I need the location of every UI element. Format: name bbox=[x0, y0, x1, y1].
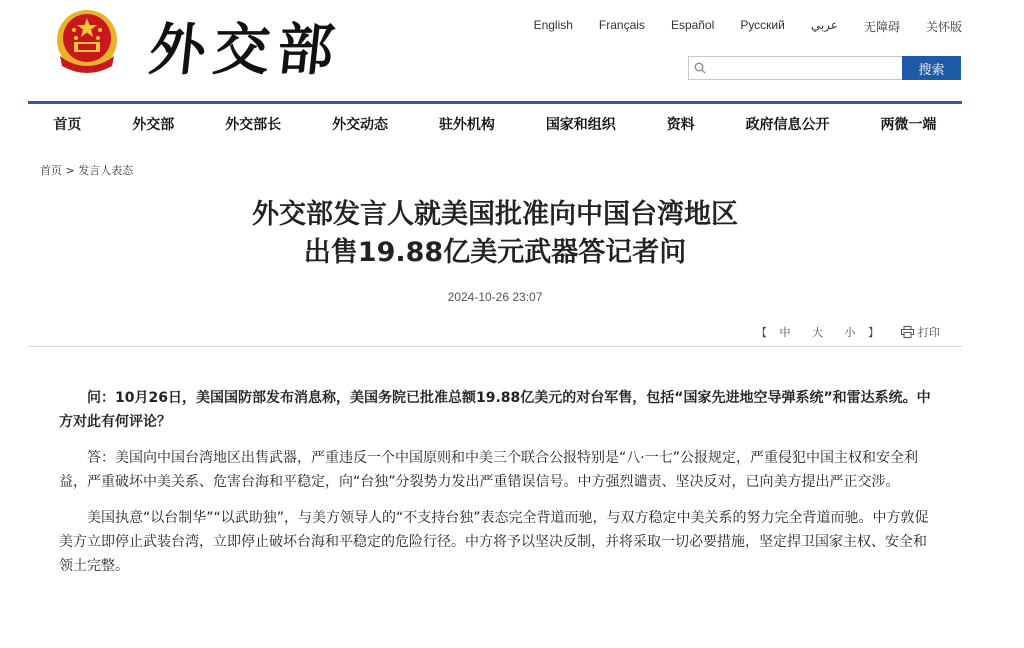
article-title bbox=[28, 196, 962, 272]
content-divider bbox=[28, 346, 962, 347]
accessibility-link[interactable]: 无障碍 bbox=[863, 20, 900, 34]
lang-link-russian[interactable]: Русский bbox=[740, 18, 785, 32]
lang-link-french[interactable]: Français bbox=[598, 18, 645, 32]
site-logo[interactable] bbox=[146, 6, 346, 94]
lang-link-english[interactable]: English bbox=[533, 18, 573, 32]
main-nav bbox=[28, 104, 962, 144]
font-size-control bbox=[756, 324, 879, 340]
article-title-line2: 出售19.88亿美元武器答记者问 bbox=[303, 237, 687, 268]
article-paragraph: 答：美国向中国台湾地区出售武器，严重违反一个中国原则和中美三个联合公报特别是“八·一七”公报规定，严重侵犯中国主权和安全利益，严重破坏中美关系、危害台海和平稳定，向“台独”分裂势力发出严重错误信号。中方强烈谴责、坚决反对，已向美方提出严正交涉。 bbox=[59, 450, 918, 490]
search-button[interactable]: 搜索 bbox=[902, 56, 961, 80]
nav-item-gov-info[interactable]: 政府信息公开 bbox=[745, 117, 830, 133]
print-label: 打印 bbox=[918, 326, 940, 339]
nav-item-social[interactable]: 两微一端 bbox=[880, 117, 937, 133]
print-button[interactable] bbox=[901, 324, 940, 340]
nav-item-missions[interactable]: 驻外机构 bbox=[438, 117, 495, 133]
breadcrumb-current[interactable]: 发言人表态 bbox=[78, 164, 134, 177]
national-emblem-icon bbox=[52, 6, 122, 78]
article-body bbox=[59, 386, 935, 590]
font-size-small[interactable]: 小 bbox=[844, 326, 856, 339]
breadcrumb-home[interactable]: 首页 bbox=[40, 164, 62, 177]
lang-link-arabic[interactable]: عربي bbox=[810, 18, 838, 32]
nav-item-news[interactable]: 外交动态 bbox=[332, 117, 389, 133]
article-date: 2024-10-26 23:07 bbox=[447, 290, 543, 304]
article-paragraph-question: 问：10月26日，美国国防部发布消息称，美国务院已批准总额19.88亿美元的对台军售，包括“国家先进地空导弹系统”和雷达系统。中方对此有何评论？ bbox=[59, 390, 931, 430]
font-size-medium[interactable]: 大 bbox=[812, 326, 823, 339]
breadcrumb bbox=[40, 162, 133, 178]
font-size-large[interactable]: 中 bbox=[779, 326, 791, 339]
nav-item-countries[interactable]: 国家和组织 bbox=[545, 117, 616, 133]
search-bar bbox=[688, 56, 961, 80]
nav-item-ministry[interactable]: 外交部 bbox=[132, 117, 175, 133]
nav-item-minister[interactable]: 外交部长 bbox=[225, 117, 282, 133]
site-logo-text: 外交部 bbox=[146, 17, 346, 83]
search-box bbox=[688, 56, 902, 80]
nav-item-resources[interactable]: 资料 bbox=[666, 117, 695, 133]
lang-link-spanish[interactable]: Español bbox=[670, 18, 715, 32]
care-mode-link[interactable]: 关怀版 bbox=[925, 20, 962, 34]
article-paragraph: 美国执意“以台制华”“以武助独”，与美方领导人的“不支持台独”表态完全背道而驰，与双方稳定中美关系的努力完全背道而驰。中方敦促美方立即停止武装台湾，立即停止破坏台海和平稳定的危险行径。中方将予以坚决反制，并将采取一切必要措施，坚定捍卫国家主权、安全和领土完整。 bbox=[59, 510, 929, 574]
article-title-line1: 外交部发言人就美国批准向中国台湾地区 bbox=[252, 199, 738, 230]
printer-icon bbox=[901, 326, 914, 338]
search-icon bbox=[694, 62, 706, 74]
nav-item-home[interactable]: 首页 bbox=[53, 117, 82, 133]
article-tools bbox=[756, 324, 940, 340]
font-size-bracket-close: 】 bbox=[868, 326, 879, 339]
search-input[interactable] bbox=[689, 57, 902, 79]
font-size-bracket-open: 【 bbox=[756, 326, 767, 339]
language-links bbox=[508, 18, 962, 35]
breadcrumb-separator: > bbox=[65, 164, 75, 177]
